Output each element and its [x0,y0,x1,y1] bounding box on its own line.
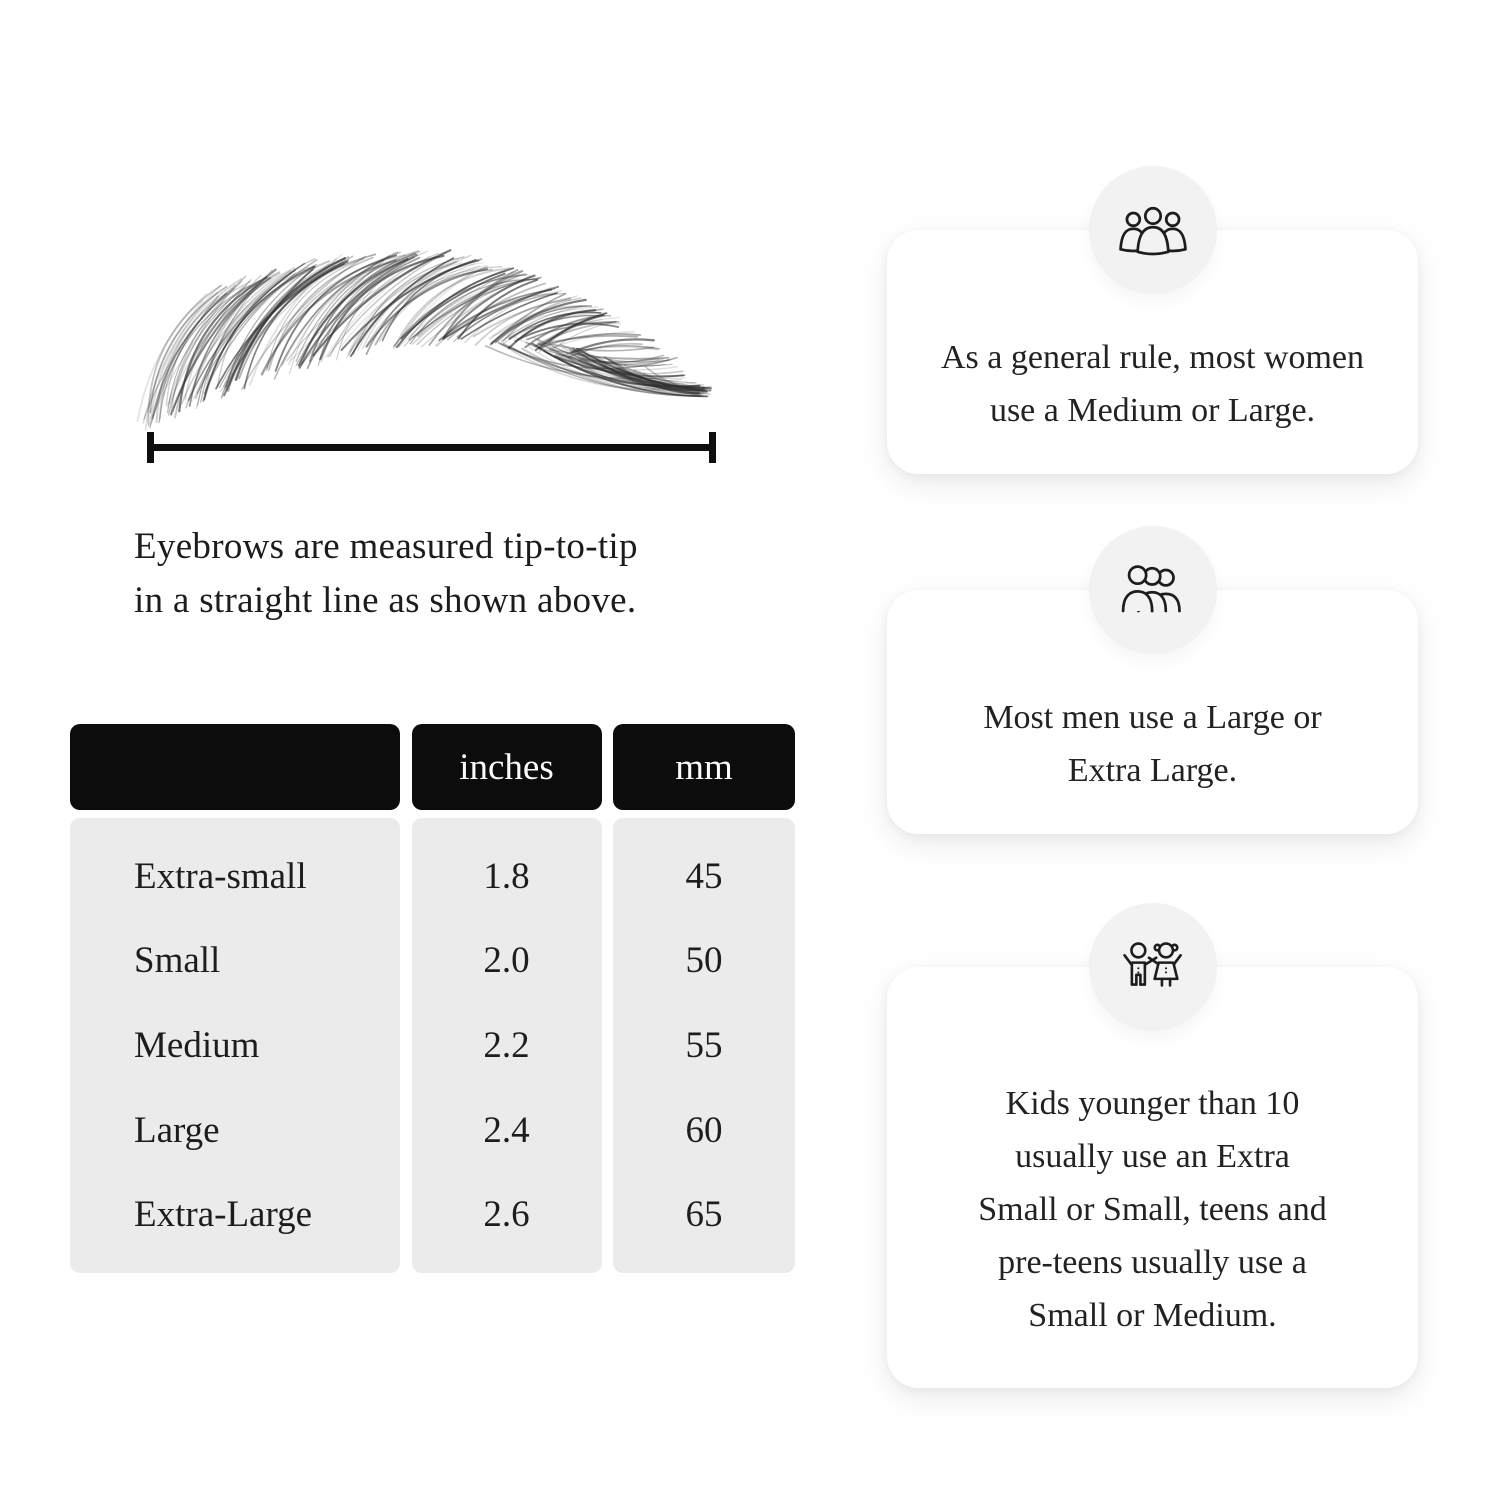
caption-line: Eyebrows are measured tip-to-tip [134,526,638,567]
card-text [978,1077,1326,1342]
card-text-line: Most men use a Large or [983,699,1322,736]
table-header-mm: mm [613,724,795,810]
size-table [70,724,795,1273]
table-cell-mm: 55 [685,1024,723,1066]
table-cell-inches: 2.6 [483,1194,530,1236]
table-cell-label: Medium [134,1024,260,1066]
card-text-line: usually use an Extra [1015,1138,1290,1175]
table-cell-inches: 2.2 [483,1024,530,1066]
caption-line: in a straight line as shown above. [134,580,637,621]
table-cell-mm: 60 [685,1109,723,1151]
inches-column [412,818,602,1273]
table-cell-mm: 65 [685,1194,723,1236]
table-cell-label: Small [134,940,221,982]
measurement-line [150,444,713,451]
table-cell-label: Extra-small [134,855,307,897]
card-text [941,331,1364,437]
table-cell-mm: 50 [685,940,723,982]
card-text-line: use a Medium or Large. [989,392,1316,429]
kids-icon-circle [1089,903,1217,1031]
card-text-line: As a general rule, most women [941,339,1364,376]
info-card-kids [887,967,1418,1388]
eyebrow-illustration [105,230,725,448]
mm-column [613,818,795,1273]
info-card-men [887,590,1418,834]
table-cell-label: Extra-Large [134,1194,313,1236]
table-cell-inches: 1.8 [483,855,530,897]
table-cell-label: Large [134,1109,220,1151]
men-group-icon [1112,563,1194,618]
men-icon-circle [1089,526,1217,654]
card-text-line: pre-teens usually use a [998,1244,1307,1281]
women-group-icon [1112,203,1194,258]
table-cell-inches: 2.0 [483,940,530,982]
table-body [70,818,795,1273]
table-cell-inches: 2.4 [483,1109,530,1151]
size-label-column [70,818,400,1273]
card-text-line: Small or Medium. [1028,1297,1277,1334]
card-text-line: Kids younger than 10 [1005,1085,1300,1122]
card-text-line: Extra Large. [1067,752,1238,789]
kids-icon [1114,938,1192,997]
table-header-row [70,724,795,810]
table-cell-mm: 45 [685,855,723,897]
card-text [983,691,1321,797]
women-icon-circle [1089,166,1217,294]
table-header-blank [70,724,400,810]
table-header-inches: inches [412,724,602,810]
card-text-line: Small or Small, teens and [978,1191,1327,1228]
measurement-caption [134,520,638,628]
info-card-women [887,230,1418,474]
